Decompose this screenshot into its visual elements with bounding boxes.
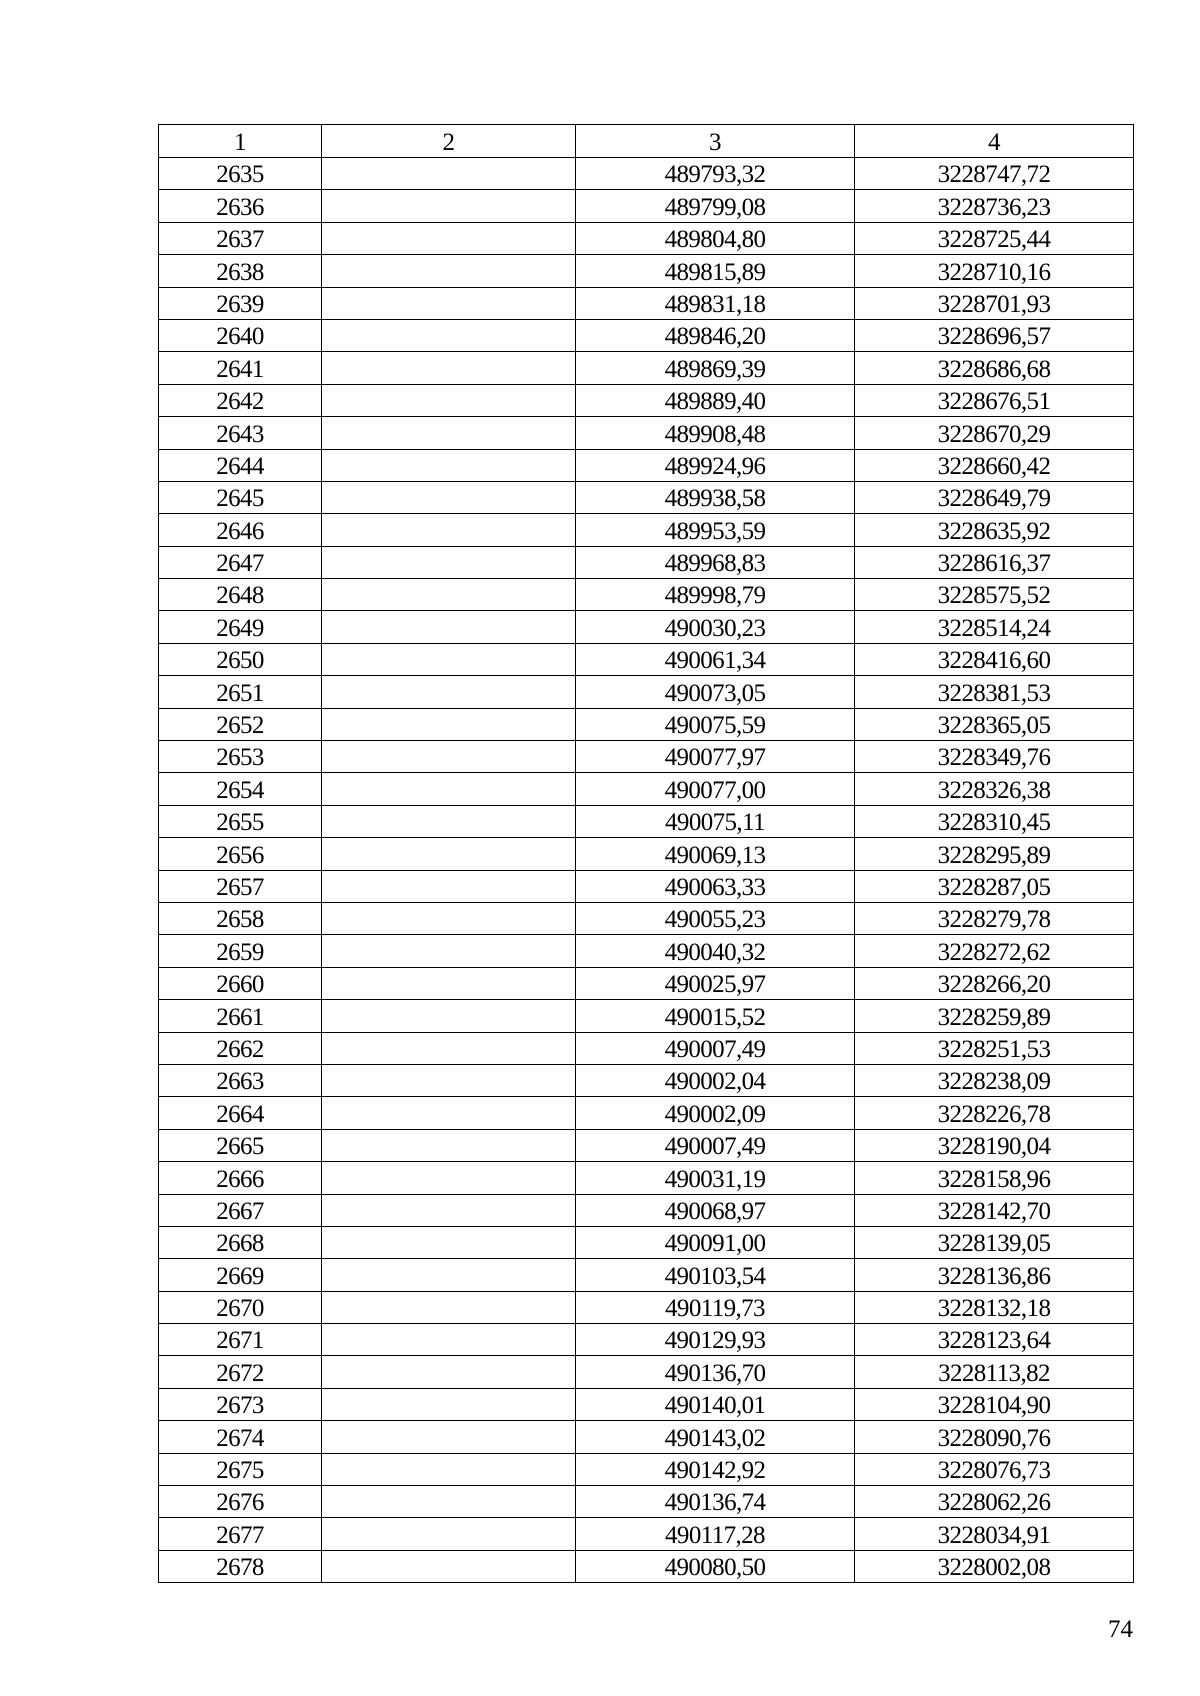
- x-coordinate-cell: 489998,79: [576, 579, 855, 611]
- table-row: [159, 773, 1134, 805]
- table-row: [159, 319, 1134, 351]
- x-coordinate-cell: 490007,49: [576, 1129, 855, 1161]
- y-coordinate-cell: 3228660,42: [855, 449, 1134, 481]
- point-number-cell: 2651: [159, 676, 322, 708]
- table-row: [159, 1550, 1134, 1582]
- table-row: [159, 1194, 1134, 1226]
- y-coordinate-cell: 3228062,26: [855, 1486, 1134, 1518]
- point-number-cell: 2676: [159, 1486, 322, 1518]
- table-row: [159, 643, 1134, 675]
- column-2-cell: [322, 1032, 576, 1064]
- x-coordinate-cell: 490143,02: [576, 1421, 855, 1453]
- point-number-cell: 2655: [159, 805, 322, 837]
- column-header-4: 4: [855, 125, 1134, 158]
- page-number: 74: [1108, 1616, 1133, 1643]
- point-number-cell: 2647: [159, 546, 322, 578]
- column-2-cell: [322, 1421, 576, 1453]
- table-row: [159, 514, 1134, 546]
- y-coordinate-cell: 3228226,78: [855, 1097, 1134, 1129]
- point-number-cell: 2666: [159, 1162, 322, 1194]
- column-2-cell: [322, 1388, 576, 1420]
- x-coordinate-cell: 489846,20: [576, 319, 855, 351]
- x-coordinate-cell: 490068,97: [576, 1194, 855, 1226]
- point-number-cell: 2678: [159, 1550, 322, 1582]
- table-row: [159, 935, 1134, 967]
- point-number-cell: 2654: [159, 773, 322, 805]
- column-2-cell: [322, 708, 576, 740]
- column-2-cell: [322, 676, 576, 708]
- x-coordinate-cell: 490002,04: [576, 1064, 855, 1096]
- x-coordinate-cell: 490091,00: [576, 1226, 855, 1258]
- x-coordinate-cell: 490030,23: [576, 611, 855, 643]
- x-coordinate-cell: 489804,80: [576, 222, 855, 254]
- x-coordinate-cell: 490103,54: [576, 1259, 855, 1291]
- point-number-cell: 2664: [159, 1097, 322, 1129]
- table-row: [159, 1064, 1134, 1096]
- column-2-cell: [322, 1129, 576, 1161]
- column-2-cell: [322, 935, 576, 967]
- y-coordinate-cell: 3228251,53: [855, 1032, 1134, 1064]
- point-number-cell: 2667: [159, 1194, 322, 1226]
- table-row: [159, 1518, 1134, 1550]
- x-coordinate-cell: 489924,96: [576, 449, 855, 481]
- x-coordinate-cell: 490069,13: [576, 838, 855, 870]
- x-coordinate-cell: 490117,28: [576, 1518, 855, 1550]
- table-row: [159, 1032, 1134, 1064]
- point-number-cell: 2660: [159, 967, 322, 999]
- table-row: [159, 1291, 1134, 1323]
- column-header-1: 1: [159, 125, 322, 158]
- y-coordinate-cell: 3228649,79: [855, 481, 1134, 513]
- table-row: [159, 287, 1134, 319]
- x-coordinate-cell: 490055,23: [576, 902, 855, 934]
- table-row: [159, 190, 1134, 222]
- x-coordinate-cell: 490140,01: [576, 1388, 855, 1420]
- column-2-cell: [322, 805, 576, 837]
- y-coordinate-cell: 3228266,20: [855, 967, 1134, 999]
- point-number-cell: 2648: [159, 579, 322, 611]
- point-number-cell: 2641: [159, 352, 322, 384]
- point-number-cell: 2669: [159, 1259, 322, 1291]
- point-number-cell: 2652: [159, 708, 322, 740]
- table-row: [159, 255, 1134, 287]
- column-2-cell: [322, 1518, 576, 1550]
- y-coordinate-cell: 3228696,57: [855, 319, 1134, 351]
- x-coordinate-cell: 490077,00: [576, 773, 855, 805]
- point-number-cell: 2644: [159, 449, 322, 481]
- column-2-cell: [322, 611, 576, 643]
- table-row: [159, 1388, 1134, 1420]
- column-2-cell: [322, 1162, 576, 1194]
- table-row: [159, 1000, 1134, 1032]
- y-coordinate-cell: 3228710,16: [855, 255, 1134, 287]
- point-number-cell: 2662: [159, 1032, 322, 1064]
- x-coordinate-cell: 490119,73: [576, 1291, 855, 1323]
- table-row: [159, 1421, 1134, 1453]
- column-2-cell: [322, 1097, 576, 1129]
- x-coordinate-cell: 489889,40: [576, 384, 855, 416]
- x-coordinate-cell: 489815,89: [576, 255, 855, 287]
- table-row: [159, 158, 1134, 190]
- column-2-cell: [322, 1226, 576, 1258]
- column-2-cell: [322, 319, 576, 351]
- y-coordinate-cell: 3228123,64: [855, 1324, 1134, 1356]
- column-2-cell: [322, 449, 576, 481]
- table-row: [159, 838, 1134, 870]
- table-row: [159, 1324, 1134, 1356]
- x-coordinate-cell: 490061,34: [576, 643, 855, 675]
- y-coordinate-cell: 3228701,93: [855, 287, 1134, 319]
- column-2-cell: [322, 1291, 576, 1323]
- point-number-cell: 2646: [159, 514, 322, 546]
- point-number-cell: 2640: [159, 319, 322, 351]
- column-2-cell: [322, 838, 576, 870]
- x-coordinate-cell: 490077,97: [576, 741, 855, 773]
- column-2-cell: [322, 741, 576, 773]
- x-coordinate-cell: 490075,11: [576, 805, 855, 837]
- y-coordinate-cell: 3228272,62: [855, 935, 1134, 967]
- y-coordinate-cell: 3228725,44: [855, 222, 1134, 254]
- column-2-cell: [322, 1486, 576, 1518]
- point-number-cell: 2645: [159, 481, 322, 513]
- y-coordinate-cell: 3228002,08: [855, 1550, 1134, 1582]
- column-2-cell: [322, 870, 576, 902]
- column-2-cell: [322, 579, 576, 611]
- table-row: [159, 967, 1134, 999]
- table-row: [159, 546, 1134, 578]
- point-number-cell: 2672: [159, 1356, 322, 1388]
- point-number-cell: 2642: [159, 384, 322, 416]
- point-number-cell: 2653: [159, 741, 322, 773]
- y-coordinate-cell: 3228190,04: [855, 1129, 1134, 1161]
- column-2-cell: [322, 1064, 576, 1096]
- y-coordinate-cell: 3228326,38: [855, 773, 1134, 805]
- y-coordinate-cell: 3228238,09: [855, 1064, 1134, 1096]
- column-2-cell: [322, 1194, 576, 1226]
- table-row: [159, 611, 1134, 643]
- column-2-cell: [322, 643, 576, 675]
- column-header-2: 2: [322, 125, 576, 158]
- x-coordinate-cell: 490073,05: [576, 676, 855, 708]
- y-coordinate-cell: 3228736,23: [855, 190, 1134, 222]
- table-row: [159, 1097, 1134, 1129]
- table-row: [159, 1162, 1134, 1194]
- x-coordinate-cell: 489908,48: [576, 417, 855, 449]
- point-number-cell: 2670: [159, 1291, 322, 1323]
- point-number-cell: 2661: [159, 1000, 322, 1032]
- column-header-3: 3: [576, 125, 855, 158]
- y-coordinate-cell: 3228676,51: [855, 384, 1134, 416]
- x-coordinate-cell: 490136,74: [576, 1486, 855, 1518]
- column-2-cell: [322, 1000, 576, 1032]
- table-row: [159, 449, 1134, 481]
- y-coordinate-cell: 3228575,52: [855, 579, 1134, 611]
- table-row: [159, 1486, 1134, 1518]
- x-coordinate-cell: 490015,52: [576, 1000, 855, 1032]
- y-coordinate-cell: 3228635,92: [855, 514, 1134, 546]
- y-coordinate-cell: 3228381,53: [855, 676, 1134, 708]
- column-2-cell: [322, 546, 576, 578]
- point-number-cell: 2650: [159, 643, 322, 675]
- column-2-cell: [322, 967, 576, 999]
- point-number-cell: 2668: [159, 1226, 322, 1258]
- x-coordinate-cell: 489799,08: [576, 190, 855, 222]
- x-coordinate-cell: 490142,92: [576, 1453, 855, 1485]
- x-coordinate-cell: 490002,09: [576, 1097, 855, 1129]
- table-row: [159, 902, 1134, 934]
- x-coordinate-cell: 489793,32: [576, 158, 855, 190]
- y-coordinate-cell: 3228287,05: [855, 870, 1134, 902]
- column-2-cell: [322, 1356, 576, 1388]
- y-coordinate-cell: 3228747,72: [855, 158, 1134, 190]
- point-number-cell: 2639: [159, 287, 322, 319]
- column-2-cell: [322, 255, 576, 287]
- point-number-cell: 2643: [159, 417, 322, 449]
- column-2-cell: [322, 158, 576, 190]
- column-2-cell: [322, 1453, 576, 1485]
- table-row: [159, 1356, 1134, 1388]
- table-row: [159, 579, 1134, 611]
- point-number-cell: 2671: [159, 1324, 322, 1356]
- y-coordinate-cell: 3228034,91: [855, 1518, 1134, 1550]
- table-row: [159, 676, 1134, 708]
- y-coordinate-cell: 3228616,37: [855, 546, 1134, 578]
- coordinates-table: [158, 124, 1134, 1583]
- column-2-cell: [322, 287, 576, 319]
- point-number-cell: 2656: [159, 838, 322, 870]
- x-coordinate-cell: 490007,49: [576, 1032, 855, 1064]
- column-2-cell: [322, 773, 576, 805]
- y-coordinate-cell: 3228132,18: [855, 1291, 1134, 1323]
- y-coordinate-cell: 3228158,96: [855, 1162, 1134, 1194]
- point-number-cell: 2635: [159, 158, 322, 190]
- x-coordinate-cell: 489938,58: [576, 481, 855, 513]
- table-row: [159, 870, 1134, 902]
- y-coordinate-cell: 3228142,70: [855, 1194, 1134, 1226]
- column-2-cell: [322, 1324, 576, 1356]
- x-coordinate-cell: 489968,83: [576, 546, 855, 578]
- point-number-cell: 2658: [159, 902, 322, 934]
- x-coordinate-cell: 490075,59: [576, 708, 855, 740]
- point-number-cell: 2674: [159, 1421, 322, 1453]
- table-row: [159, 352, 1134, 384]
- point-number-cell: 2636: [159, 190, 322, 222]
- y-coordinate-cell: 3228310,45: [855, 805, 1134, 837]
- x-coordinate-cell: 490025,97: [576, 967, 855, 999]
- column-2-cell: [322, 352, 576, 384]
- point-number-cell: 2675: [159, 1453, 322, 1485]
- y-coordinate-cell: 3228686,68: [855, 352, 1134, 384]
- y-coordinate-cell: 3228349,76: [855, 741, 1134, 773]
- x-coordinate-cell: 489869,39: [576, 352, 855, 384]
- table-row: [159, 708, 1134, 740]
- column-2-cell: [322, 1550, 576, 1582]
- table-body: [159, 158, 1134, 1583]
- column-2-cell: [322, 384, 576, 416]
- header-row: [159, 125, 1134, 158]
- x-coordinate-cell: 490080,50: [576, 1550, 855, 1582]
- point-number-cell: 2663: [159, 1064, 322, 1096]
- table-row: [159, 222, 1134, 254]
- point-number-cell: 2665: [159, 1129, 322, 1161]
- x-coordinate-cell: 489953,59: [576, 514, 855, 546]
- y-coordinate-cell: 3228139,05: [855, 1226, 1134, 1258]
- table-row: [159, 1226, 1134, 1258]
- point-number-cell: 2673: [159, 1388, 322, 1420]
- x-coordinate-cell: 490136,70: [576, 1356, 855, 1388]
- y-coordinate-cell: 3228670,29: [855, 417, 1134, 449]
- table-row: [159, 1129, 1134, 1161]
- column-2-cell: [322, 1259, 576, 1291]
- y-coordinate-cell: 3228416,60: [855, 643, 1134, 675]
- point-number-cell: 2657: [159, 870, 322, 902]
- y-coordinate-cell: 3228259,89: [855, 1000, 1134, 1032]
- table-row: [159, 741, 1134, 773]
- x-coordinate-cell: 490063,33: [576, 870, 855, 902]
- y-coordinate-cell: 3228365,05: [855, 708, 1134, 740]
- table-row: [159, 1259, 1134, 1291]
- point-number-cell: 2659: [159, 935, 322, 967]
- y-coordinate-cell: 3228104,90: [855, 1388, 1134, 1420]
- y-coordinate-cell: 3228295,89: [855, 838, 1134, 870]
- point-number-cell: 2638: [159, 255, 322, 287]
- table-row: [159, 384, 1134, 416]
- y-coordinate-cell: 3228279,78: [855, 902, 1134, 934]
- point-number-cell: 2677: [159, 1518, 322, 1550]
- column-2-cell: [322, 190, 576, 222]
- table-row: [159, 1453, 1134, 1485]
- x-coordinate-cell: 490031,19: [576, 1162, 855, 1194]
- x-coordinate-cell: 490129,93: [576, 1324, 855, 1356]
- column-2-cell: [322, 222, 576, 254]
- column-2-cell: [322, 481, 576, 513]
- y-coordinate-cell: 3228514,24: [855, 611, 1134, 643]
- table-row: [159, 481, 1134, 513]
- table-row: [159, 417, 1134, 449]
- y-coordinate-cell: 3228090,76: [855, 1421, 1134, 1453]
- table-header: [159, 125, 1134, 158]
- column-2-cell: [322, 902, 576, 934]
- y-coordinate-cell: 3228076,73: [855, 1453, 1134, 1485]
- point-number-cell: 2637: [159, 222, 322, 254]
- y-coordinate-cell: 3228136,86: [855, 1259, 1134, 1291]
- y-coordinate-cell: 3228113,82: [855, 1356, 1134, 1388]
- point-number-cell: 2649: [159, 611, 322, 643]
- column-2-cell: [322, 417, 576, 449]
- x-coordinate-cell: 489831,18: [576, 287, 855, 319]
- x-coordinate-cell: 490040,32: [576, 935, 855, 967]
- table-row: [159, 805, 1134, 837]
- column-2-cell: [322, 514, 576, 546]
